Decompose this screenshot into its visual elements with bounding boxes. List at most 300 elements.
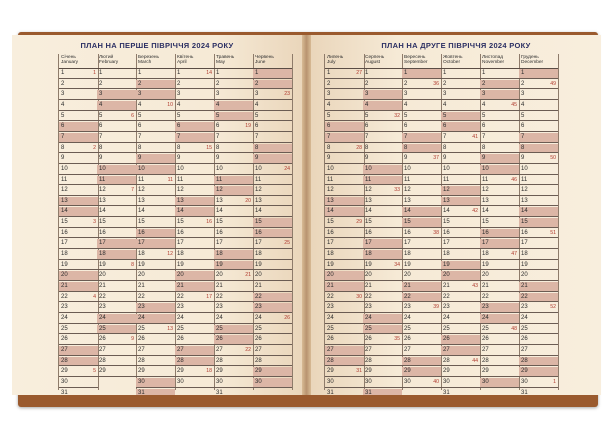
day-number: 29	[327, 368, 334, 375]
day-number: 18	[365, 251, 372, 258]
day-number: 10	[216, 165, 223, 172]
day-number: 20	[404, 272, 411, 279]
day-number: 16	[404, 229, 411, 236]
day-number: 5	[216, 112, 220, 119]
week-number: 47	[511, 251, 517, 258]
day-number: 8	[365, 144, 369, 151]
day-number: 25	[443, 325, 450, 332]
day-number: 16	[327, 229, 334, 236]
month-name: Серпень	[365, 55, 385, 60]
day-number: 29	[138, 368, 145, 375]
day-number: 1	[327, 70, 331, 76]
day-number: 20	[99, 272, 106, 279]
day-row	[441, 154, 480, 164]
month-name: Червень	[255, 55, 274, 60]
day-number: 15	[177, 219, 184, 226]
day-row	[97, 229, 136, 239]
week-number: 31	[356, 368, 362, 375]
day-row	[480, 282, 519, 292]
day-row	[136, 261, 175, 271]
day-number: 11	[177, 176, 184, 183]
day-row	[97, 207, 136, 217]
day-number: 29	[177, 368, 184, 375]
day-number: 29	[443, 368, 450, 375]
day-row	[519, 303, 558, 313]
day-number: 26	[521, 336, 528, 343]
day-number: 7	[443, 133, 447, 140]
day-row	[519, 122, 558, 132]
day-row	[97, 176, 136, 186]
day-number: 30	[404, 378, 411, 385]
day-row	[59, 165, 98, 175]
day-row	[441, 250, 480, 260]
day-number: 20	[365, 272, 372, 279]
day-number: 13	[138, 197, 145, 204]
day-row	[480, 271, 519, 281]
day-row	[214, 218, 253, 228]
day-row	[363, 250, 402, 260]
day-number: 16	[138, 229, 145, 236]
day-row	[441, 218, 480, 228]
week-number: 21	[245, 272, 251, 279]
day-number: 25	[327, 325, 334, 332]
day-row	[402, 207, 441, 217]
day-row	[59, 335, 98, 345]
day-number: 10	[99, 165, 106, 172]
day-number: 6	[255, 123, 259, 130]
day-number: 6	[443, 123, 447, 130]
day-number: 8	[255, 144, 259, 151]
month-column	[175, 54, 215, 390]
day-row	[402, 261, 441, 271]
day-number: 21	[61, 283, 68, 289]
day-row	[97, 293, 136, 303]
day-row	[363, 197, 402, 207]
day-number: 21	[365, 283, 372, 289]
day-number: 18	[61, 251, 68, 258]
day-row	[519, 90, 558, 100]
day-number: 12	[482, 187, 489, 194]
day-row	[363, 378, 402, 388]
day-number: 12	[404, 187, 411, 194]
day-number: 12	[443, 187, 450, 194]
day-row	[325, 335, 364, 345]
day-number: 11	[138, 176, 145, 183]
day-number: 8	[138, 144, 142, 151]
week-number: 49	[550, 80, 556, 87]
day-number: 24	[443, 314, 450, 321]
day-row	[402, 303, 441, 313]
day-row	[97, 186, 136, 196]
day-number: 7	[482, 133, 486, 140]
day-row	[519, 250, 558, 260]
day-number: 6	[61, 123, 65, 130]
day-number: 2	[482, 80, 486, 87]
day-row	[136, 122, 175, 132]
day-number: 11	[482, 176, 489, 183]
week-number: 46	[511, 176, 517, 183]
day-number: 3	[482, 91, 486, 98]
day-number: 1	[216, 70, 220, 76]
day-row	[480, 186, 519, 196]
day-row	[97, 154, 136, 164]
day-number: 11	[216, 176, 223, 183]
day-number: 9	[177, 155, 181, 162]
day-number: 13	[404, 197, 411, 204]
day-row	[253, 271, 292, 281]
day-row	[402, 122, 441, 132]
day-number: 15	[327, 219, 334, 226]
day-row	[253, 154, 292, 164]
day-row	[253, 229, 292, 239]
day-number: 28	[255, 357, 262, 364]
day-number: 26	[327, 336, 334, 343]
day-row	[325, 90, 364, 100]
day-row	[214, 165, 253, 175]
month-header	[480, 54, 519, 69]
day-number: 30	[61, 378, 68, 385]
month-header	[441, 54, 480, 69]
day-number: 17	[216, 240, 223, 247]
day-number: 8	[61, 144, 65, 151]
day-row	[253, 367, 292, 377]
day-number: 12	[61, 187, 68, 194]
day-number: 1	[138, 70, 142, 76]
day-number: 10	[61, 165, 68, 172]
day-number: 1	[482, 70, 486, 76]
day-number: 26	[482, 336, 489, 343]
day-row	[97, 101, 136, 111]
day-number: 24	[482, 314, 489, 321]
day-number: 3	[327, 91, 331, 98]
day-number: 30	[255, 378, 262, 385]
month-column	[363, 54, 403, 395]
month-column	[519, 54, 559, 395]
day-row	[214, 90, 253, 100]
day-number: 16	[216, 229, 223, 236]
day-number: 21	[482, 283, 489, 289]
day-number: 29	[255, 368, 262, 375]
day-row	[97, 122, 136, 132]
day-number: 20	[482, 272, 489, 279]
day-row	[480, 250, 519, 260]
day-row	[59, 112, 98, 122]
month-name: Березень	[138, 55, 160, 60]
day-row	[402, 367, 441, 377]
month-name-en: September	[404, 60, 428, 66]
day-number: 18	[482, 251, 489, 258]
day-number: 20	[255, 272, 262, 279]
day-number: 24	[216, 314, 223, 321]
day-number: 1	[521, 70, 525, 76]
day-row	[175, 357, 214, 367]
day-row	[136, 218, 175, 228]
day-row	[214, 303, 253, 313]
day-row	[97, 367, 136, 377]
day-row	[363, 90, 402, 100]
day-row	[519, 282, 558, 292]
day-number: 9	[521, 155, 525, 162]
month-header	[59, 54, 98, 69]
month-name: Жовтень	[443, 55, 463, 60]
day-number: 12	[255, 187, 262, 194]
day-row	[402, 357, 441, 367]
day-row	[136, 335, 175, 345]
day-number: 27	[443, 346, 450, 353]
day-number: 29	[521, 368, 528, 375]
day-number: 25	[365, 325, 372, 332]
day-row	[480, 154, 519, 164]
day-number: 3	[99, 91, 103, 98]
day-row	[402, 325, 441, 335]
day-number: 4	[404, 101, 408, 108]
month-header	[402, 54, 441, 69]
day-number: 6	[327, 123, 331, 130]
day-row	[59, 133, 98, 143]
day-row	[136, 80, 175, 90]
day-row	[59, 303, 98, 313]
month-name-en: February	[99, 60, 119, 66]
day-row	[325, 293, 364, 303]
day-number: 5	[404, 112, 408, 119]
day-row	[175, 165, 214, 175]
day-number: 23	[404, 304, 411, 311]
day-row	[363, 271, 402, 281]
day-number: 23	[482, 304, 489, 311]
day-row	[363, 122, 402, 132]
day-row	[97, 239, 136, 249]
day-row	[59, 80, 98, 90]
day-row	[441, 293, 480, 303]
day-row	[402, 218, 441, 228]
day-row	[175, 314, 214, 324]
day-number: 27	[216, 346, 223, 353]
day-number: 6	[404, 123, 408, 130]
day-number: 22	[138, 293, 145, 300]
day-row	[480, 133, 519, 143]
day-number: 14	[443, 208, 450, 215]
week-number: 7	[131, 187, 134, 194]
day-number: 13	[365, 197, 372, 204]
day-number: 25	[482, 325, 489, 332]
day-number: 23	[138, 304, 145, 311]
day-number: 1	[443, 70, 447, 76]
day-number: 27	[404, 346, 411, 353]
day-row	[214, 271, 253, 281]
day-row	[402, 314, 441, 324]
day-row	[480, 239, 519, 249]
week-number: 28	[356, 144, 362, 151]
day-row	[253, 303, 292, 313]
day-number: 28	[482, 357, 489, 364]
day-number: 10	[138, 165, 145, 172]
day-row	[175, 101, 214, 111]
day-number: 21	[99, 283, 106, 289]
day-number: 2	[138, 80, 142, 87]
week-number: 3	[93, 219, 96, 226]
day-row	[519, 176, 558, 186]
day-row	[253, 335, 292, 345]
day-number: 3	[443, 91, 447, 98]
day-number: 3	[61, 91, 65, 98]
week-number: 4	[93, 293, 96, 300]
day-row	[325, 250, 364, 260]
day-row	[253, 293, 292, 303]
day-row	[214, 282, 253, 292]
day-row	[214, 239, 253, 249]
day-row	[519, 112, 558, 122]
day-number: 13	[216, 197, 223, 204]
day-row	[519, 357, 558, 367]
month-column	[402, 54, 442, 390]
day-number: 9	[404, 155, 408, 162]
day-row	[59, 261, 98, 271]
day-number: 7	[177, 133, 181, 140]
day-number: 17	[99, 240, 106, 247]
week-number: 11	[167, 176, 173, 183]
day-row	[325, 197, 364, 207]
day-number: 8	[177, 144, 181, 151]
day-row	[59, 378, 98, 388]
day-number: 23	[216, 304, 223, 311]
day-row	[325, 207, 364, 217]
week-number: 48	[511, 325, 517, 332]
day-number: 23	[61, 304, 68, 311]
week-number: 40	[433, 378, 439, 385]
day-number: 30	[521, 378, 528, 385]
day-number: 18	[216, 251, 223, 258]
day-number: 26	[404, 336, 411, 343]
day-row	[97, 335, 136, 345]
day-row	[441, 282, 480, 292]
day-row	[402, 154, 441, 164]
day-row	[175, 335, 214, 345]
day-row	[253, 357, 292, 367]
day-number: 17	[521, 240, 528, 247]
day-number: 18	[255, 251, 262, 258]
day-row	[175, 229, 214, 239]
day-number: 11	[521, 176, 528, 183]
day-number: 3	[255, 91, 259, 98]
day-number: 18	[443, 251, 450, 258]
day-number: 7	[521, 133, 525, 140]
day-row	[59, 229, 98, 239]
day-row	[363, 101, 402, 111]
day-row	[136, 357, 175, 367]
day-row	[214, 69, 253, 79]
day-number: 19	[404, 261, 411, 268]
day-row	[402, 69, 441, 79]
day-number: 15	[404, 219, 411, 226]
day-row	[519, 325, 558, 335]
day-number: 26	[138, 336, 145, 343]
day-row	[175, 378, 214, 388]
day-number: 6	[521, 123, 525, 130]
day-row	[363, 133, 402, 143]
day-number: 28	[138, 357, 145, 364]
day-row	[175, 207, 214, 217]
week-number: 25	[284, 240, 290, 247]
day-row	[136, 197, 175, 207]
day-row	[519, 101, 558, 111]
day-row	[175, 346, 214, 356]
day-number: 23	[365, 304, 372, 311]
week-number: 8	[131, 261, 134, 268]
day-number: 10	[177, 165, 184, 172]
day-row	[59, 122, 98, 132]
day-number: 2	[255, 80, 259, 87]
day-number: 16	[177, 229, 184, 236]
day-number: 16	[482, 229, 489, 236]
day-row	[402, 197, 441, 207]
day-row	[441, 239, 480, 249]
week-number: 52	[550, 304, 556, 311]
day-row	[59, 176, 98, 186]
day-row	[402, 176, 441, 186]
day-row	[480, 335, 519, 345]
day-number: 15	[482, 219, 489, 226]
day-number: 22	[482, 293, 489, 300]
day-row	[136, 186, 175, 196]
day-row	[325, 144, 364, 154]
day-number: 17	[138, 240, 145, 247]
day-number: 28	[99, 357, 106, 364]
day-row	[402, 335, 441, 345]
day-row	[136, 154, 175, 164]
day-row	[97, 250, 136, 260]
day-row	[363, 346, 402, 356]
day-row	[59, 239, 98, 249]
week-number: 18	[206, 368, 212, 375]
day-number: 29	[216, 368, 223, 375]
day-number: 7	[404, 133, 408, 140]
day-row	[59, 389, 98, 396]
day-row	[214, 250, 253, 260]
day-row	[480, 325, 519, 335]
day-row	[441, 389, 480, 396]
day-number: 2	[327, 80, 331, 87]
day-row	[325, 122, 364, 132]
day-row	[519, 293, 558, 303]
month-header	[519, 54, 558, 69]
day-number: 15	[365, 219, 372, 226]
day-row	[136, 101, 175, 111]
day-number: 25	[61, 325, 68, 332]
day-number: 4	[177, 101, 181, 108]
day-row	[480, 378, 519, 388]
day-row	[363, 154, 402, 164]
month-name: Листопад	[482, 55, 504, 60]
month-header	[175, 54, 214, 69]
day-row	[325, 69, 364, 79]
day-row	[214, 389, 253, 396]
day-row	[136, 271, 175, 281]
day-number: 22	[99, 293, 106, 300]
day-number: 1	[255, 70, 259, 76]
day-number: 25	[255, 325, 262, 332]
day-row	[136, 69, 175, 79]
day-number: 25	[216, 325, 223, 332]
day-row	[363, 357, 402, 367]
day-number: 5	[61, 112, 65, 119]
day-number: 23	[177, 304, 184, 311]
day-row	[175, 144, 214, 154]
day-row	[519, 133, 558, 143]
day-row	[97, 197, 136, 207]
day-row	[175, 293, 214, 303]
day-number: 6	[138, 123, 142, 130]
day-number: 29	[61, 368, 68, 375]
